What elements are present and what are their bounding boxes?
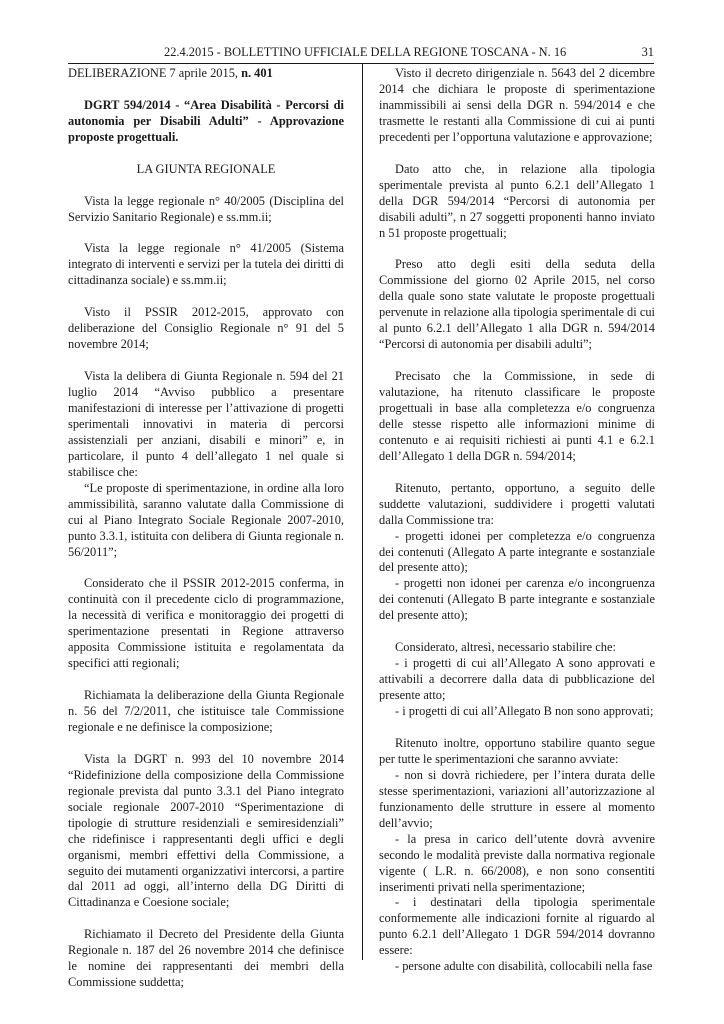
left-column	[68, 66, 344, 991]
paragraph: Visto il decreto dirigenziale n. 5643 del 2 dicembre 2014 che dichiara le proposte di sperimentazione inammissibili ai sensi della DGR n. 594/2014 e che trasmette le restanti alla Commissione di cui ai punti precedenti per l’opportuna valutazione e approvazione;	[379, 66, 655, 144]
deliberation-line	[68, 66, 344, 82]
quoted-paragraph: “Le proposte di sperimentazione, in ordine alla loro ammissibilità, saranno valutate dalla Commissione di cui al Piano Integrato Sociale Regionale 2007-2010, punto 3.3.1, istituita con delibera di Giunta regionale n. 56/2011”;	[68, 480, 344, 559]
paragraph: Considerato, altresì, necessario stabilire che:	[395, 640, 616, 655]
list-item: - i destinatari della tipologia sperimentale conformemente alle indicazioni fornite al riguardo al punto 6.2.1 dell’Allegato 1 DGR 594/2014 dovranno essere:	[379, 895, 655, 958]
list-item: - progetti non idonei per carenza e/o incongruenza dei contenuti (Allegato B parte integrante e sostanziale del presente atto);	[379, 576, 655, 623]
paragraph: Dato atto che, in relazione alla tipologia sperimentale prevista al punto 6.2.1 dell’Allegato 1 della DGR 594/2014 “Percorsi di autonomia per disabili adulti”, n 27 soggetti proponenti hanno inviato n 51 proposte progettuali;	[379, 161, 655, 240]
list-item: - progetti idonei per completezza e/o congruenza dei contenuti (Allegato A parte integrante e sostanziale del presente atto);	[379, 528, 655, 575]
paragraph: Richiamato il Decreto del Presidente della Giunta Regionale n. 187 del 26 novembre 2014 che definisce le nomine dei rappresentanti dei membri della Commissione suddetta;	[68, 927, 344, 990]
deliberation-heading: DGRT 594/2014 - “Area Disabilità - Percorsi di autonomia per Disabili Adulti” - Approvazione proposte progettuali.	[68, 97, 344, 144]
paragraph: Considerato che il PSSIR 2012-2015 conferma, in continuità con il precedente ciclo di programmazione, la necessità di verifica e monitoraggio dei progetti di sperimentazione presentati in Regione attraverso apposita Commissione istituita e regolamentata da specifici atti regionali;	[68, 576, 344, 671]
paragraph: Vista la DGRT n. 993 del 10 novembre 2014 “Ridefinizione della composizione della Commissione regionale prevista dal punto 3.3.1 del Piano integrato sociale regionale 2007-2010 “Sperimentazione di tipologie di strutture residenziali e semiresidenziali” che ridefinisce i rappresentanti degli uffici e degli organismi, membri effettivi della Commissione, a seguito dei mutamenti organizzativi intercorsi, a partire dal 2011 ad oggi, all’interno della DG Diritti di Cittadinanza e Coesione sociale;	[68, 751, 344, 910]
paragraph: Visto il PSSIR 2012-2015, approvato con deliberazione del Consiglio Regionale n° 91 del 5 novembre 2014;	[68, 305, 344, 352]
paragraph: Vista la delibera di Giunta Regionale n. 594 del 21 luglio 2014 “Avviso pubblico a presentare manifestazioni di interesse per l’attivazione di progetti sperimentali innovativi in materia di percorsi assistenziali per anziani, disabili e minori” e, in particolare, il punto 4 dell’allegato 1 nel quale si stabilisce che:	[68, 369, 344, 479]
paragraph: Richiamata la deliberazione della Giunta Regionale n. 56 del 7/2/2011, che istituisce tale Commissione regionale e ne definisce la composizione;	[68, 688, 344, 734]
list-item: - persone adulte con disabilità, collocabili nella fase	[395, 959, 653, 974]
list-item: - i progetti di cui all’Allegato B non sono approvati;	[395, 704, 654, 719]
page-number: 31	[641, 45, 654, 59]
bulletin-title: 22.4.2015 - BOLLETTINO UFFICIALE DELLA REGIONE TOSCANA - N. 16	[164, 45, 567, 59]
deliberation-number: n. 401	[241, 66, 273, 80]
list-item: - non si dovrà richiedere, per l’intera durata delle stesse sperimentazioni, variazioni all’autorizzazione al funzionamento delle strutture in essere al momento dell’avvio;	[379, 767, 655, 830]
paragraph: Precisato che la Commissione, in sede di valutazione, ha ritenuto classificare le proposte progettuali in base alla completezza e/o congruenza delle stesse rispetto alle informazioni minime di contenuto e ai requisiti richiesti ai punti 4.1 e 6.2.1 dell’Allegato 1 della DGR n. 594/2014;	[379, 369, 655, 463]
list-item: - i progetti di cui all’Allegato A sono approvati e attivabili a decorrere dalla data di pubblicazione del presente atto;	[379, 656, 655, 703]
column-divider	[362, 63, 363, 960]
subheading: LA GIUNTA REGIONALE	[136, 161, 276, 176]
paragraph: Preso atto degli esiti della seduta della Commissione del giorno 02 Aprile 2015, nel corso della quale sono state valutate le proposte progettuali pervenute in relazione alla tipologia sperimentale di cui al punto 6.2.1 dell’Allegato 1 alla DGR n. 594/2014 “Percorsi di autonomia per disabili adulti”;	[379, 257, 655, 352]
deliberation-date: DELIBERAZIONE 7 aprile 2015,	[68, 66, 242, 80]
paragraph: Vista la legge regionale n° 41/2005 (Sistema integrato di interventi e servizi per la tutela dei diritti di cittadinanza sociale) e ss.mm.ii;	[68, 241, 344, 288]
paragraph: Ritenuto inoltre, opportuno stabilire quanto segue per tutte le sperimentazioni che saranno avviate:	[379, 735, 655, 766]
header-rule	[68, 63, 654, 64]
paragraph: Ritenuto, pertanto, opportuno, a seguito delle suddette valutazioni, suddividere i progetti valutati dalla Commissione tra:	[379, 480, 655, 527]
paragraph: Vista la legge regionale n° 40/2005 (Disciplina del Servizio Sanitario Regionale) e ss.mm.ii;	[68, 193, 344, 224]
list-item: - la presa in carico dell’utente dovrà avvenire secondo le modalità previste dalla normativa regionale vigente ( L.R. n. 66/2008), e non sono consentiti inserimenti privati nella sperimentazione;	[379, 831, 655, 894]
right-column	[379, 66, 655, 975]
